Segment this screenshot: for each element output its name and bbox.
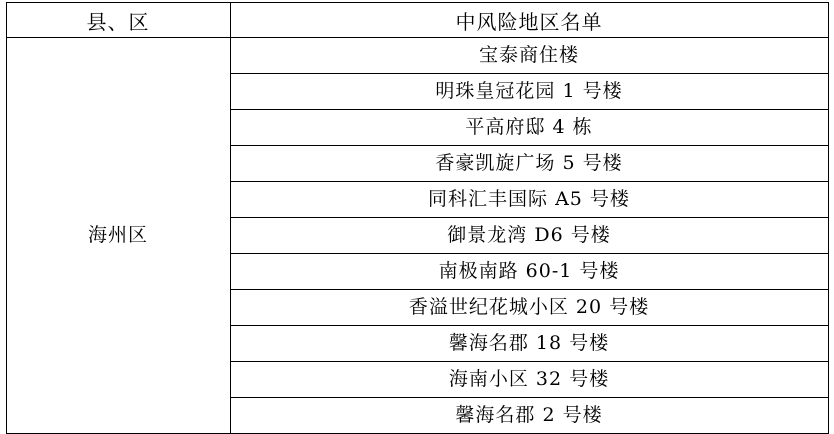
table-header-row [6,3,828,38]
risk-location-cell: 明珠皇冠花园 1 号楼 [230,74,828,110]
district-name-cell: 海州区 [6,38,230,434]
risk-location-cell: 香豪凯旋广场 5 号楼 [230,146,828,182]
risk-location-cell: 香溢世纪花城小区 20 号楼 [230,290,828,326]
risk-location-cell: 馨海名郡 2 号楼 [230,398,828,434]
risk-area-table [6,2,829,434]
risk-location-cell: 同科汇丰国际 A5 号楼 [230,182,828,218]
risk-location-cell: 御景龙湾 D6 号楼 [230,218,828,254]
column-header-risk-list: 中风险地区名单 [230,3,828,38]
table-body [6,3,828,434]
risk-location-cell: 平高府邸 4 栋 [230,110,828,146]
risk-location-cell: 馨海名郡 18 号楼 [230,326,828,362]
risk-location-cell: 海南小区 32 号楼 [230,362,828,398]
risk-location-cell: 南极南路 60-1 号楼 [230,254,828,290]
risk-location-cell: 宝泰商住楼 [230,38,828,74]
column-header-district: 县、区 [6,3,230,38]
table-row [6,38,828,74]
